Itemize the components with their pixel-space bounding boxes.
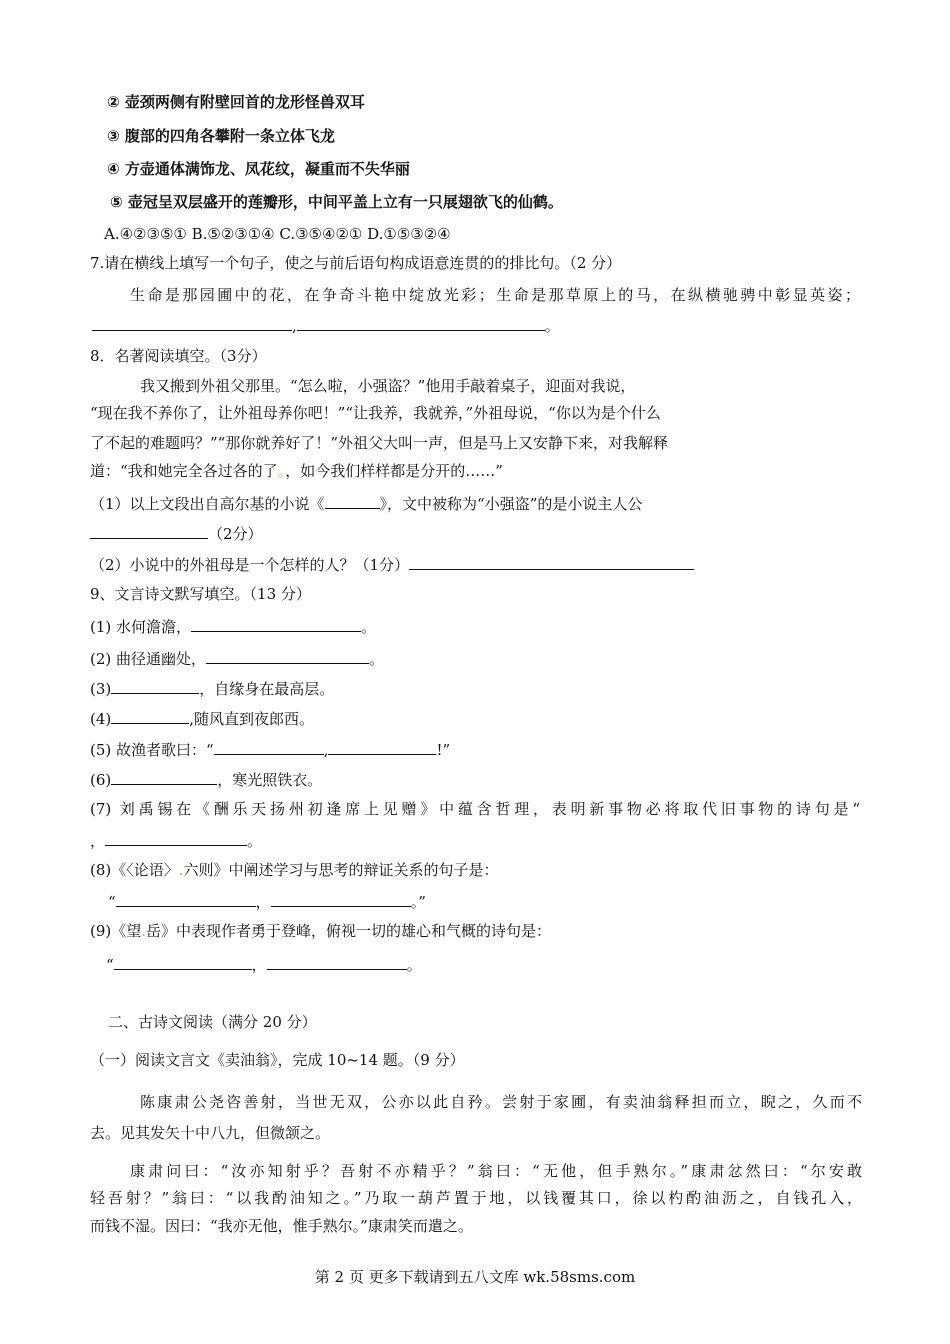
item-text: 岳》中表现作者勇于登峰，俯视一切的雄心和气概的诗句是： <box>146 922 552 940</box>
q7-stem: 7.请在横线上填写一个句子，使之与前后语句构成语意连贯的的排比句。（2 分） <box>90 254 622 272</box>
q7-text: 生命是那园圃中的花，在争奇斗艳中绽放光彩；生命是那草原上的马，在纵横驰骋中彰显英姿； <box>130 286 860 304</box>
item-text: !” <box>436 741 451 759</box>
q9-item-8-blanks <box>108 890 426 912</box>
answer-blank[interactable] <box>328 738 436 755</box>
period: 。 <box>369 650 385 668</box>
passage-p2-line-3: 而钱不湿。因曰：“我亦无他，惟手熟尔。”康肃笑而遣之。 <box>90 1217 473 1235</box>
item-text: ，自缘身在最高层。 <box>199 680 335 698</box>
subq-text: （1）以上文段出自高尔基的小说《 <box>90 495 325 513</box>
q9-item-6 <box>90 768 322 790</box>
q9-stem: 9、文言诗文默写填空。（13 分） <box>90 585 311 603</box>
q8-subq-1-blank <box>90 522 263 544</box>
q8-passage-line-3: 了不起的难题吗？”“那你就养好了！”外祖父大叫一声，但是马上又安静下来，对我解释 <box>90 434 669 452</box>
comma: , <box>292 317 297 335</box>
period: 。 <box>406 956 422 974</box>
quote-open: “ <box>108 893 116 911</box>
q6-option-5: ⑤ 壶冠呈双层盛开的莲瓣形，中间平盖上立有一只展翅欲飞的仙鹤。 <box>110 193 563 211</box>
item-text: (2) 曲径通幽处， <box>90 650 207 668</box>
passage-text: 道：“我和她完全各过各的了 <box>90 462 278 480</box>
comma: ， <box>90 832 106 850</box>
q9-item-8 <box>90 860 499 880</box>
q6-option-2: ② 壶颈两侧有附壁回首的龙形怪兽双耳 <box>107 93 365 111</box>
emphasis-dot: 。 <box>277 462 286 480</box>
emphasis-dot: . <box>141 922 147 940</box>
answer-blank[interactable] <box>214 738 324 755</box>
q9-item-2 <box>90 647 384 669</box>
q9-item-4 <box>90 707 314 729</box>
subq-text: （2）小说中的外祖母是一个怎样的人？（1分） <box>90 556 410 574</box>
answer-blank[interactable] <box>114 953 252 970</box>
answer-blank[interactable] <box>92 314 292 331</box>
q8-subq-1 <box>90 492 642 514</box>
period: 。 <box>361 618 377 636</box>
item-text: ，寒光照铁衣。 <box>217 771 323 789</box>
emphasis-dot: . <box>178 861 184 879</box>
q9-item-7-blank <box>90 829 262 851</box>
subq-text: 》，文中被称为“小强盗”的是小说主人公 <box>379 495 643 513</box>
section-2-subtitle: （一）阅读文言文《卖油翁》，完成 10~14 题。（9 分） <box>90 1051 465 1069</box>
quote-open: “ <box>106 956 114 974</box>
q8-stem: 8．名著阅读填空。（3分） <box>90 347 267 365</box>
answer-blank[interactable] <box>116 890 256 907</box>
period: 。 <box>247 832 263 850</box>
passage-text: ，如今我们样样都是分开的……” <box>285 462 503 480</box>
q9-item-7: (7) 刘禹锡在《酬乐天扬州初逢席上见赠》中蕴含哲理，表明新事物必将取代旧事物的诗句是“ <box>90 800 860 818</box>
passage-p2-line-1: 康肃问曰：“汝亦知射乎？吾射不亦精乎？”翁曰：“无他，但手熟尔。”康肃忿然曰：“尔安敢 <box>130 1162 862 1180</box>
answer-blank[interactable] <box>111 768 217 785</box>
item-text: (5) 故渔者歌曰：“ <box>90 741 214 759</box>
quote-close: 。” <box>410 893 426 911</box>
comma: ， <box>255 893 271 911</box>
item-text: (1) 水何澹澹， <box>90 618 192 636</box>
q6-option-3: ③ 腹部的四角各攀附一条立体飞龙 <box>107 127 335 145</box>
q6-option-4: ④ 方壶通体满饰龙、凤花纹，凝重而不失华丽 <box>107 160 410 178</box>
answer-blank[interactable] <box>206 647 369 664</box>
answer-blank[interactable] <box>111 707 189 724</box>
q9-item-9-blanks <box>106 953 422 975</box>
answer-blank[interactable] <box>297 314 545 331</box>
q8-passage-line-1: 我又搬到外祖父那里。“怎么啦，小强盗？”他用手敲着桌子，迎面对我说， <box>140 377 636 395</box>
comma: , <box>323 741 329 759</box>
period: 。 <box>544 317 560 335</box>
answer-blank[interactable] <box>191 615 361 632</box>
item-text: 六则》中阐述学习与思考的辩证关系的句子是： <box>183 861 499 879</box>
q8-passage-line-2: “现在我不养你了，让外祖母养你吧！”“让我养，我就养，”外祖母说，“你以为是个什么 <box>90 404 661 422</box>
section-2-title: 二、古诗文阅读（满分 20 分） <box>108 1013 317 1031</box>
q9-item-5 <box>90 738 450 760</box>
item-number: (3) <box>90 680 112 698</box>
q9-item-3 <box>90 677 334 699</box>
item-number: (4) <box>90 710 112 728</box>
item-text: ,随风直到夜郎西。 <box>189 710 315 728</box>
answer-blank[interactable] <box>409 553 694 570</box>
answer-blank[interactable] <box>267 953 407 970</box>
score: （2分） <box>208 525 263 543</box>
answer-blank[interactable] <box>111 677 199 694</box>
item-text: (9)《望 <box>90 922 142 940</box>
passage-p1-line-2: 去。见其发矢十中八九，但微颔之。 <box>90 1124 331 1142</box>
q7-blank-line <box>92 314 560 336</box>
q8-subq-2 <box>90 553 694 575</box>
q6-choices: A.④②③⑤① B.⑤②③①④ C.③⑤④②① D.①⑤③②④ <box>104 225 451 243</box>
q9-item-1 <box>90 615 376 637</box>
answer-blank[interactable] <box>105 829 247 846</box>
answer-blank[interactable] <box>271 890 411 907</box>
q8-passage-line-4 <box>90 461 503 481</box>
passage-p1-line-1: 陈康肃公尧咨善射，当世无双，公亦以此自矜。尝射于家圃，有卖油翁释担而立，睨之，久而不 <box>140 1093 862 1111</box>
comma: ， <box>251 956 267 974</box>
answer-blank[interactable] <box>90 522 208 539</box>
item-number: (6) <box>90 771 112 789</box>
answer-blank[interactable] <box>325 492 380 509</box>
page-footer: 第 2 页 更多下载请到五八文库 wk.58sms.com <box>314 1268 636 1286</box>
passage-p2-line-2: 轻吾射？”翁曰：“以我酌油知之。”乃取一葫芦置于地，以钱覆其口，徐以杓酌油沥之，自钱孔入， <box>90 1189 862 1207</box>
q9-item-9 <box>90 921 551 941</box>
item-text: (8)《〈论语〉 <box>90 861 179 879</box>
